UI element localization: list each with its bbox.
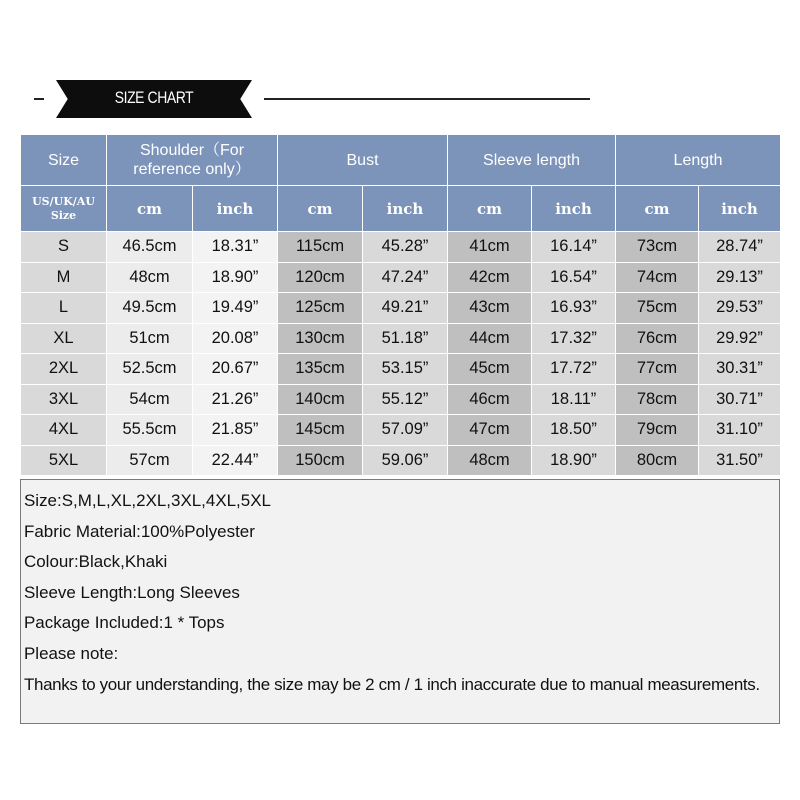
cell-length-cm: 73cm bbox=[616, 232, 699, 263]
subheader-sleeve-inch: inch bbox=[532, 186, 616, 232]
cell-size: L bbox=[21, 293, 107, 324]
cell-shoulder-inch: 20.67” bbox=[193, 354, 278, 385]
cell-shoulder-inch: 21.85” bbox=[193, 415, 278, 446]
cell-sleeve-cm: 43cm bbox=[448, 293, 532, 324]
cell-shoulder-cm: 55.5cm bbox=[107, 415, 193, 446]
table-row bbox=[21, 293, 781, 324]
subheader-bust-inch: inch bbox=[363, 186, 448, 232]
cell-length-inch: 28.74” bbox=[699, 232, 781, 263]
cell-sleeve-inch: 17.72” bbox=[532, 354, 616, 385]
cell-shoulder-cm: 54cm bbox=[107, 384, 193, 415]
note-please-note: Please note: bbox=[24, 643, 119, 663]
note-sizes: Size:S,M,L,XL,2XL,3XL,4XL,5XL bbox=[24, 491, 271, 510]
size-chart-banner bbox=[0, 78, 800, 122]
cell-sleeve-cm: 45cm bbox=[448, 354, 532, 385]
cell-sleeve-cm: 48cm bbox=[448, 445, 532, 476]
size-table-body bbox=[21, 232, 781, 476]
note-measurement-disclaimer: Thanks to your understanding, the size may be 2 cm / 1 inch inaccurate due to manual measurements. bbox=[24, 674, 760, 694]
cell-sleeve-cm: 47cm bbox=[448, 415, 532, 446]
cell-size: 3XL bbox=[21, 384, 107, 415]
table-row bbox=[21, 323, 781, 354]
cell-shoulder-cm: 48cm bbox=[107, 262, 193, 293]
cell-bust-inch: 49.21” bbox=[363, 293, 448, 324]
cell-shoulder-cm: 46.5cm bbox=[107, 232, 193, 263]
cell-size: 5XL bbox=[21, 445, 107, 476]
subheader-bust-cm: cm bbox=[278, 186, 363, 232]
product-notes-box bbox=[20, 479, 780, 724]
cell-bust-inch: 45.28” bbox=[363, 232, 448, 263]
note-colour: Colour:Black,Khaki bbox=[24, 552, 168, 572]
cell-length-cm: 75cm bbox=[616, 293, 699, 324]
cell-bust-inch: 51.18” bbox=[363, 323, 448, 354]
cell-bust-inch: 59.06” bbox=[363, 445, 448, 476]
cell-shoulder-cm: 51cm bbox=[107, 323, 193, 354]
cell-bust-cm: 125cm bbox=[278, 293, 363, 324]
subheader-size-region-line2: Size bbox=[50, 208, 77, 222]
table-row bbox=[21, 445, 781, 476]
cell-bust-inch: 47.24” bbox=[363, 262, 448, 293]
table-row bbox=[21, 384, 781, 415]
table-row bbox=[21, 232, 781, 263]
cell-length-inch: 30.31” bbox=[699, 354, 781, 385]
banner-rule bbox=[264, 98, 590, 100]
cell-shoulder-cm: 52.5cm bbox=[107, 354, 193, 385]
cell-bust-inch: 57.09” bbox=[363, 415, 448, 446]
table-row bbox=[21, 262, 781, 293]
cell-length-inch: 29.53” bbox=[699, 293, 781, 324]
subheader-row bbox=[21, 186, 781, 232]
table-row bbox=[21, 415, 781, 446]
subheader-shoulder-inch: inch bbox=[193, 186, 278, 232]
cell-sleeve-cm: 42cm bbox=[448, 262, 532, 293]
note-sleeve-length: Sleeve Length:Long Sleeves bbox=[24, 582, 240, 602]
cell-bust-cm: 145cm bbox=[278, 415, 363, 446]
cell-length-cm: 76cm bbox=[616, 323, 699, 354]
cell-length-cm: 79cm bbox=[616, 415, 699, 446]
cell-size: 2XL bbox=[21, 354, 107, 385]
cell-bust-inch: 53.15” bbox=[363, 354, 448, 385]
cell-length-inch: 31.50” bbox=[699, 445, 781, 476]
note-package: Package Included:1 * Tops bbox=[24, 613, 225, 633]
cell-length-inch: 31.10” bbox=[699, 415, 781, 446]
cell-length-inch: 29.92” bbox=[699, 323, 781, 354]
note-fabric: Fabric Material:100%Polyester bbox=[24, 521, 255, 541]
subheader-length-inch: inch bbox=[699, 186, 781, 232]
cell-bust-cm: 130cm bbox=[278, 323, 363, 354]
cell-length-cm: 77cm bbox=[616, 354, 699, 385]
size-chart-table bbox=[20, 134, 781, 476]
cell-length-inch: 29.13” bbox=[699, 262, 781, 293]
cell-shoulder-inch: 18.90” bbox=[193, 262, 278, 293]
cell-size: 4XL bbox=[21, 415, 107, 446]
subheader-sleeve-cm: cm bbox=[448, 186, 532, 232]
header-bust: Bust bbox=[278, 135, 448, 186]
cell-sleeve-cm: 41cm bbox=[448, 232, 532, 263]
cell-length-cm: 80cm bbox=[616, 445, 699, 476]
header-sleeve-length: Sleeve length bbox=[448, 135, 616, 186]
cell-sleeve-inch: 16.93” bbox=[532, 293, 616, 324]
cell-sleeve-inch: 16.54” bbox=[532, 262, 616, 293]
banner-title: SIZE CHART bbox=[114, 88, 194, 107]
cell-shoulder-cm: 49.5cm bbox=[107, 293, 193, 324]
cell-shoulder-inch: 18.31” bbox=[193, 232, 278, 263]
subheader-size-region-line1: US/UK/AU bbox=[32, 194, 95, 208]
cell-sleeve-cm: 44cm bbox=[448, 323, 532, 354]
cell-shoulder-inch: 21.26” bbox=[193, 384, 278, 415]
header-length: Length bbox=[616, 135, 781, 186]
cell-sleeve-inch: 16.14” bbox=[532, 232, 616, 263]
cell-sleeve-inch: 18.90” bbox=[532, 445, 616, 476]
header-shoulder-line2: reference only） bbox=[133, 161, 251, 178]
subheader-length-cm: cm bbox=[616, 186, 699, 232]
cell-size: M bbox=[21, 262, 107, 293]
header-shoulder bbox=[107, 135, 278, 186]
cell-sleeve-inch: 18.11” bbox=[532, 384, 616, 415]
cell-bust-inch: 55.12” bbox=[363, 384, 448, 415]
cell-bust-cm: 120cm bbox=[278, 262, 363, 293]
cell-shoulder-inch: 22.44” bbox=[193, 445, 278, 476]
cell-bust-cm: 115cm bbox=[278, 232, 363, 263]
cell-length-cm: 74cm bbox=[616, 262, 699, 293]
subheader-size-region bbox=[21, 186, 107, 232]
subheader-shoulder-cm: cm bbox=[107, 186, 193, 232]
cell-bust-cm: 140cm bbox=[278, 384, 363, 415]
cell-shoulder-inch: 20.08” bbox=[193, 323, 278, 354]
cell-size: S bbox=[21, 232, 107, 263]
header-row bbox=[21, 135, 781, 186]
cell-shoulder-inch: 19.49” bbox=[193, 293, 278, 324]
cell-sleeve-cm: 46cm bbox=[448, 384, 532, 415]
cell-size: XL bbox=[21, 323, 107, 354]
cell-sleeve-inch: 17.32” bbox=[532, 323, 616, 354]
header-shoulder-line1: Shoulder（For bbox=[139, 142, 245, 159]
cell-length-cm: 78cm bbox=[616, 384, 699, 415]
table-row bbox=[21, 354, 781, 385]
cell-sleeve-inch: 18.50” bbox=[532, 415, 616, 446]
header-size: Size bbox=[21, 135, 107, 186]
cell-shoulder-cm: 57cm bbox=[107, 445, 193, 476]
cell-bust-cm: 150cm bbox=[278, 445, 363, 476]
banner-dash-left bbox=[34, 98, 44, 100]
cell-length-inch: 30.71” bbox=[699, 384, 781, 415]
cell-bust-cm: 135cm bbox=[278, 354, 363, 385]
